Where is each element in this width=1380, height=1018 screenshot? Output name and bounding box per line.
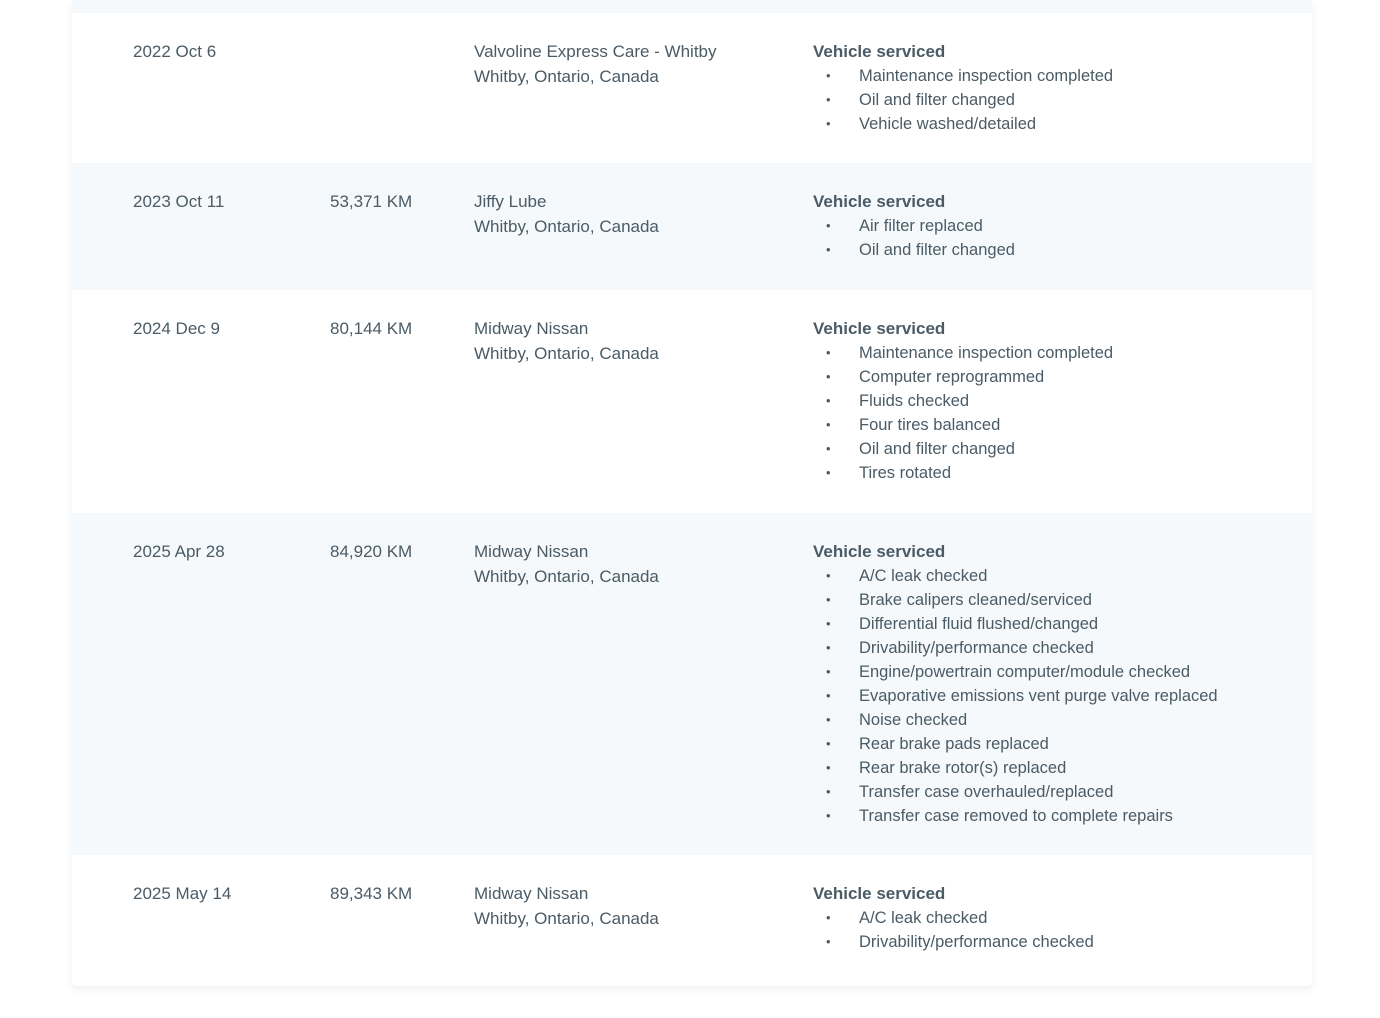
location-city: Whitby, Ontario, Canada <box>474 344 659 363</box>
list-item: • A/C leak checked <box>813 906 1293 930</box>
bullet-icon: • <box>826 92 831 107</box>
service-date: 2023 Oct 11 <box>133 192 225 211</box>
list-item: • Evaporative emissions vent purge valve replaced <box>813 684 1293 708</box>
service-details <box>813 881 1293 954</box>
bullet-icon: • <box>826 934 831 949</box>
bullet-icon: • <box>826 712 831 727</box>
list-item: • Fluids checked <box>813 389 1293 413</box>
list-item: • A/C leak checked <box>813 564 1293 588</box>
bullet-icon: • <box>826 808 831 823</box>
bullet-icon: • <box>826 68 831 83</box>
table-row <box>72 163 1312 290</box>
service-details <box>813 189 1293 262</box>
list-item: • Four tires balanced <box>813 413 1293 437</box>
location-city: Whitby, Ontario, Canada <box>474 909 659 928</box>
service-items-list <box>813 64 1293 136</box>
details-title: Vehicle serviced <box>813 192 946 211</box>
location-city: Whitby, Ontario, Canada <box>474 567 659 586</box>
service-date: 2025 Apr 28 <box>133 542 225 561</box>
list-item: • Vehicle washed/detailed <box>813 112 1293 136</box>
details-title: Vehicle serviced <box>813 319 946 338</box>
location-name: Jiffy Lube <box>474 192 547 211</box>
service-details <box>813 539 1293 828</box>
service-items-list <box>813 341 1293 485</box>
table-row <box>72 513 1312 855</box>
list-item: • Oil and filter changed <box>813 437 1293 461</box>
service-date: 2025 May 14 <box>133 884 232 903</box>
service-details <box>813 39 1293 136</box>
bullet-icon: • <box>826 393 831 408</box>
bullet-icon: • <box>826 242 831 257</box>
list-item: • Computer reprogrammed <box>813 365 1293 389</box>
list-item: • Oil and filter changed <box>813 88 1293 112</box>
bullet-icon: • <box>826 345 831 360</box>
bullet-icon: • <box>826 592 831 607</box>
bullet-icon: • <box>826 736 831 751</box>
service-items-list <box>813 214 1293 262</box>
bullet-icon: • <box>826 760 831 775</box>
list-item: • Transfer case overhauled/replaced <box>813 780 1293 804</box>
bullet-icon: • <box>826 910 831 925</box>
list-item: • Air filter replaced <box>813 214 1293 238</box>
service-items-list <box>813 906 1293 954</box>
bullet-icon: • <box>826 784 831 799</box>
location-city: Whitby, Ontario, Canada <box>474 67 659 86</box>
list-item: • Tires rotated <box>813 461 1293 485</box>
odometer-reading: 84,920 KM <box>330 542 413 561</box>
service-location <box>474 539 659 589</box>
list-item: • Transfer case removed to complete repairs <box>813 804 1293 828</box>
bullet-icon: • <box>826 417 831 432</box>
bullet-icon: • <box>826 664 831 679</box>
odometer-reading: 89,343 KM <box>330 884 413 903</box>
list-item: • Maintenance inspection completed <box>813 341 1293 365</box>
location-name: Midway Nissan <box>474 884 589 903</box>
details-title: Vehicle serviced <box>813 542 946 561</box>
bullet-icon: • <box>826 465 831 480</box>
list-item: • Brake calipers cleaned/serviced <box>813 588 1293 612</box>
list-item: • Rear brake pads replaced <box>813 732 1293 756</box>
list-item: • Engine/powertrain computer/module checked <box>813 660 1293 684</box>
bullet-icon: • <box>826 688 831 703</box>
list-item: • Differential fluid flushed/changed <box>813 612 1293 636</box>
service-history-table <box>72 0 1312 986</box>
location-name: Midway Nissan <box>474 319 589 338</box>
bullet-icon: • <box>826 616 831 631</box>
service-location <box>474 316 659 366</box>
bullet-icon: • <box>826 640 831 655</box>
bullet-icon: • <box>826 116 831 131</box>
list-item: • Oil and filter changed <box>813 238 1293 262</box>
location-city: Whitby, Ontario, Canada <box>474 217 659 236</box>
bullet-icon: • <box>826 369 831 384</box>
list-item: • Maintenance inspection completed <box>813 64 1293 88</box>
bullet-icon: • <box>826 441 831 456</box>
service-location <box>474 39 717 89</box>
list-item: • Drivability/performance checked <box>813 636 1293 660</box>
service-items-list <box>813 564 1293 828</box>
service-details <box>813 316 1293 485</box>
details-title: Vehicle serviced <box>813 42 946 61</box>
details-title: Vehicle serviced <box>813 884 946 903</box>
bullet-icon: • <box>826 568 831 583</box>
odometer-reading: 53,371 KM <box>330 192 413 211</box>
bullet-icon: • <box>826 218 831 233</box>
service-location <box>474 189 659 239</box>
odometer-reading: 80,144 KM <box>330 319 413 338</box>
list-item: • Drivability/performance checked <box>813 930 1293 954</box>
location-name: Valvoline Express Care - Whitby <box>474 42 717 61</box>
table-row <box>72 855 1312 986</box>
list-item: • Noise checked <box>813 708 1293 732</box>
service-date: 2024 Dec 9 <box>133 319 220 338</box>
table-row <box>72 13 1312 163</box>
service-location <box>474 881 659 931</box>
table-row <box>72 290 1312 513</box>
table-top-strip <box>72 0 1312 13</box>
list-item: • Rear brake rotor(s) replaced <box>813 756 1293 780</box>
location-name: Midway Nissan <box>474 542 589 561</box>
service-date: 2022 Oct 6 <box>133 42 217 61</box>
